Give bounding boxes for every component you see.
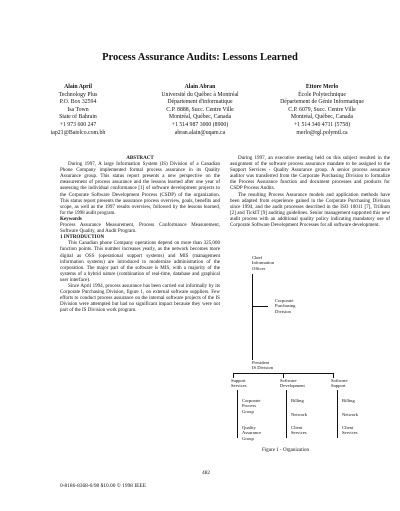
- org-label: Corporate: [275, 298, 294, 303]
- paper-title: Process Assurance Audits: Lessons Learned: [102, 52, 298, 63]
- org-label: Officer: [252, 265, 266, 271]
- author-name: Alain April: [64, 84, 92, 90]
- org-box-client-services: [291, 425, 307, 436]
- org-label: Services: [231, 383, 247, 389]
- org-box-corporate-process: [242, 398, 260, 414]
- intro-paragraph-1: This Canadian phone Company operations depend on more than 325,000 function points. This number increases yearly, as the network becomes more digital as OSS (operational support systems) and MIS (management information systems) are introduced to modernize administration of the corporation. The major part of the software is MIS, with a majority of the systems of a hybrid nature (combination of real-time, database and graphical user interface).: [60, 240, 220, 283]
- author-block-3: [262, 84, 382, 137]
- author-block-1: [18, 84, 138, 137]
- keywords-text: Process Assurance Measurement, Process Conformance Measurement, Software Quality, and Audit Program.: [60, 222, 220, 235]
- abstract-heading: ABSTRACT: [126, 155, 154, 161]
- org-label: Services: [291, 430, 307, 436]
- abstract-text: During 1997, A large Information System (IS) Division of a Canadian Phone Company implemented formal process assurance in its Quality Assurance group. This status report presents a new perspective on the measurement of process assurance and the lessons learned after one year of assessing the individual conformance [1] of software development projects to the Corporate Software Development Process (CSDP) of the organization. This status report presents the assurance process overview, goals, benefits and scope, as well as the 1997 results overview, followed by the lessons learned, for the 1998 audit program.: [60, 161, 220, 216]
- org-box-client-services: [342, 425, 358, 436]
- org-label: Chief: [252, 255, 263, 260]
- org-box-ceo: [252, 255, 274, 271]
- org-box-quality-assurance: [242, 425, 261, 441]
- author-line: abran.alain@uqam.ca: [174, 129, 226, 136]
- author-name: Alain Abran: [184, 84, 216, 90]
- author-line: Département d'informatique: [167, 99, 233, 106]
- author-line: Université du Québec à Montréal: [161, 91, 239, 98]
- intro-heading: 1 INTRODUCTION: [60, 234, 105, 241]
- copyright-footer: 0-8186-8368-6/98 $10.00 © 1998 IEEE: [60, 483, 146, 489]
- author-line: +1 973 600 247: [59, 121, 97, 128]
- org-label: Services: [342, 430, 358, 436]
- author-line: Isa Town: [67, 106, 89, 113]
- org-box-president: [252, 360, 273, 371]
- org-box-billing: [342, 398, 355, 403]
- org-box-software-development: [280, 378, 305, 389]
- right-column: [230, 155, 390, 228]
- right-paragraph-1: During 1997, an executive meeting held on this subject resulted in the assignment of the software process assurance mandate to be assigned to the Support Services - Quality Assurance group. A senior process assurance auditor was transferred from the Corporate Purchasing Division to formalize the Process Assurance function and document processes and products for CSDP Process Audits.: [230, 155, 390, 192]
- org-label: Billing: [342, 398, 355, 403]
- org-label: Development: [280, 383, 305, 389]
- org-box-network: [291, 412, 307, 417]
- org-label: Client: [291, 425, 303, 430]
- author-line: Montréal, Québec, Canada: [290, 114, 354, 121]
- org-label: Support: [331, 383, 346, 389]
- org-label: Support: [231, 378, 246, 383]
- author-line: +1 514 987 3000 (8900): [171, 121, 229, 128]
- org-label: IS Division: [252, 365, 274, 371]
- org-label: Division: [275, 308, 291, 314]
- page-number: 482: [202, 470, 211, 476]
- keywords-heading: Keywords: [60, 215, 82, 222]
- org-box-billing: [291, 398, 304, 403]
- org-box-network: [342, 412, 358, 417]
- org-box-purchasing: [275, 298, 295, 314]
- org-label: Network: [291, 412, 308, 417]
- author-line: Département de Génie Informatique: [280, 99, 364, 106]
- author-line: C.P. 8888, Succ. Centre Ville: [166, 106, 234, 113]
- org-box-support-services: [231, 378, 247, 389]
- author-line: iap21@Batelco.com.bh: [50, 129, 106, 136]
- org-label: Network: [342, 412, 359, 417]
- org-label: Software: [280, 378, 297, 383]
- author-name: Ettore Merlo: [305, 84, 339, 90]
- author-line: École Polytechnique: [298, 91, 346, 98]
- org-label: President: [252, 360, 270, 365]
- org-label: Software: [331, 378, 348, 383]
- right-paragraph-2: The resulting Process Assurance models and application methods have been adapted from experience gained in the Corporate Purchasing Division since 1994, and the audit processes described in the ISO 10011 [7], Trillium [2] and TickIT [9] auditing guidelines. Senior management supported this new audit process with an additional quality policy indicating mandatory use of Corporate Software Development Processes for all software development.: [230, 191, 390, 229]
- column-line: [286, 390, 287, 438]
- author-line: C.P. 6079, Succ. Centre Ville: [288, 106, 356, 113]
- column-line: [237, 390, 238, 438]
- branch-line: [252, 306, 268, 307]
- figure-caption: Figure 1 - Organization: [262, 448, 309, 453]
- org-label: Quality: [242, 425, 256, 430]
- author-line: merlo@rgl.polymtl.ca: [296, 129, 348, 136]
- intro-paragraph-2: Since April 1994, process assurance has been carried out informally by its Corporate Purchasing Division, figure 1, on external software suppliers. Few efforts to conduct process assurance on the internal software projects of the IS Division were attempted but had no significant impact because they were not part of the IS Division work program.: [60, 282, 220, 314]
- org-label: Corporate: [242, 398, 261, 403]
- org-label: Assurance: [242, 430, 262, 436]
- org-box-software-support: [331, 378, 348, 389]
- author-line: Technology Plus: [58, 91, 98, 98]
- author-line: +1 514 340 4711 (5758): [293, 121, 351, 128]
- author-line: P.O. Box 32594: [59, 99, 97, 106]
- left-column: [60, 155, 220, 313]
- column-line: [337, 390, 338, 438]
- org-label: Process: [242, 403, 257, 409]
- author-block-2: [140, 84, 260, 137]
- org-label: Information: [252, 260, 274, 266]
- author-line: State of Bahrain: [59, 114, 97, 121]
- org-label: Client: [342, 425, 354, 430]
- author-line: Montréal, Québec, Canada: [168, 114, 232, 121]
- org-label: Billing: [291, 398, 304, 403]
- org-label: Group: [242, 435, 254, 441]
- trunk-line: [252, 274, 253, 360]
- org-label: Purchasing: [275, 303, 296, 309]
- org-label: Group: [242, 408, 254, 414]
